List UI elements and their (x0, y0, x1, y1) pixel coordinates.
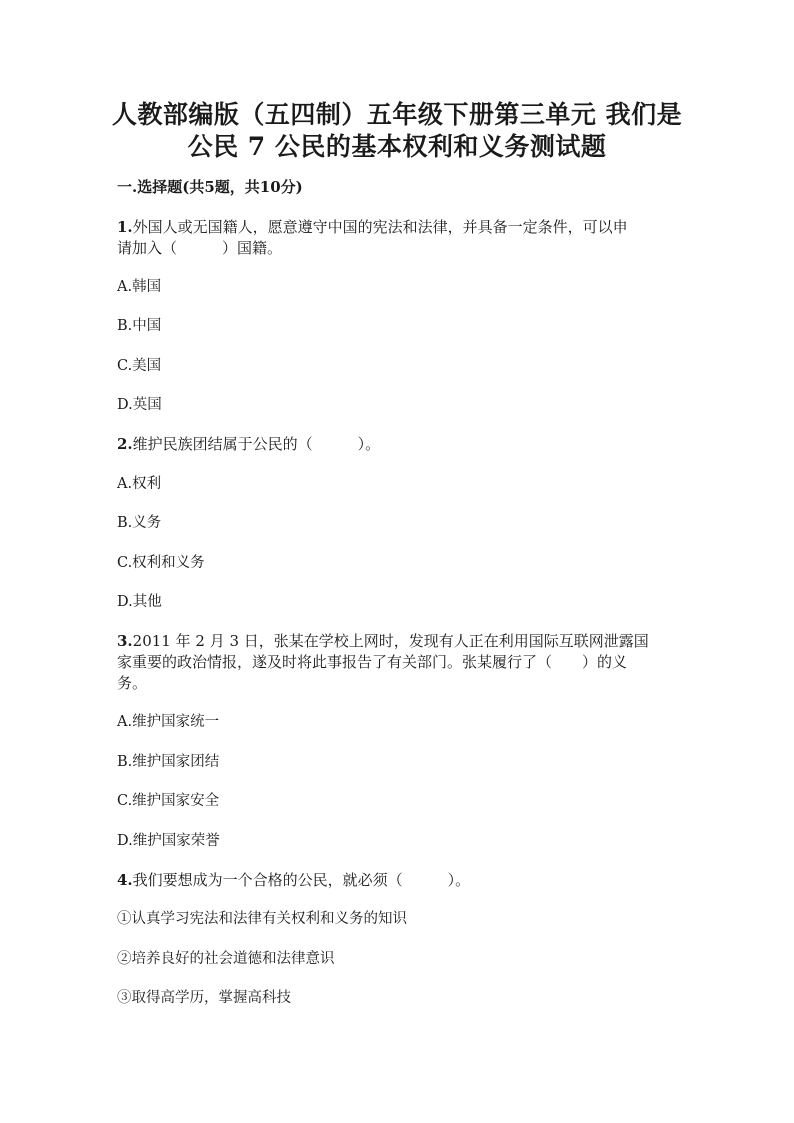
question-1-stem (117, 217, 677, 238)
question-text-line: 我们要想成为一个合格的公民，就必须（ ）。 (132, 871, 471, 889)
question-3-option-b: B.维护国家团结 (117, 754, 220, 770)
question-4-statement-1: ①认真学习宪法和法律有关权利和义务的知识 (117, 911, 407, 927)
question-1-option-b: B.中国 (117, 318, 162, 334)
question-4-statement-3: ③取得高学历，掌握高科技 (117, 990, 291, 1006)
question-2-stem (117, 434, 677, 455)
question-3-option-d: D.维护国家荣誉 (117, 833, 220, 849)
question-1-option-c: C.美国 (117, 358, 162, 374)
document-title-line-2: 公民 7 公民的基本权利和义务测试题 (187, 132, 607, 161)
section-heading: 一.选择题(共5题，共10分) (117, 178, 303, 196)
question-2-option-d: D.其他 (117, 594, 162, 610)
question-4-statement-2: ②培养良好的社会道德和法律意识 (117, 951, 335, 967)
question-text-line: 外国人或无国籍人，愿意遵守中国的宪法和法律，并具备一定条件，可以申 (132, 218, 628, 236)
question-number: 3. (117, 632, 133, 650)
document-title-line-1: 人教部编版（五四制）五年级下册第三单元 我们是 (111, 100, 683, 129)
question-text-line: 2011 年 2 月 3 日，张某在学校上网时，发现有人正在利用国际互联网泄露国 (132, 632, 649, 650)
question-3-option-c: C.维护国家安全 (117, 793, 220, 809)
question-3-stem-cont: 家重要的政治情报，遂及时将此事报告了有关部门。张某履行了（ ）的义 (117, 653, 628, 671)
question-3-stem-cont-2: 务。 (117, 674, 148, 692)
question-2-option-c: C.权利和义务 (117, 555, 205, 571)
question-3-stem (117, 631, 677, 652)
question-2-option-b: B.义务 (117, 515, 162, 531)
question-1-option-a: A.韩国 (117, 279, 162, 295)
question-4-stem (117, 870, 677, 891)
question-number: 2. (117, 435, 133, 453)
question-3-option-a: A.维护国家统一 (117, 714, 220, 730)
question-2-option-a: A.权利 (117, 476, 162, 492)
question-1-option-d: D.英国 (117, 397, 162, 413)
question-1-stem-cont: 请加入（ ）国籍。 (117, 239, 283, 257)
question-number: 1. (117, 218, 133, 236)
question-text-line: 维护民族团结属于公民的（ ）。 (132, 435, 381, 453)
question-number: 4. (117, 871, 133, 889)
